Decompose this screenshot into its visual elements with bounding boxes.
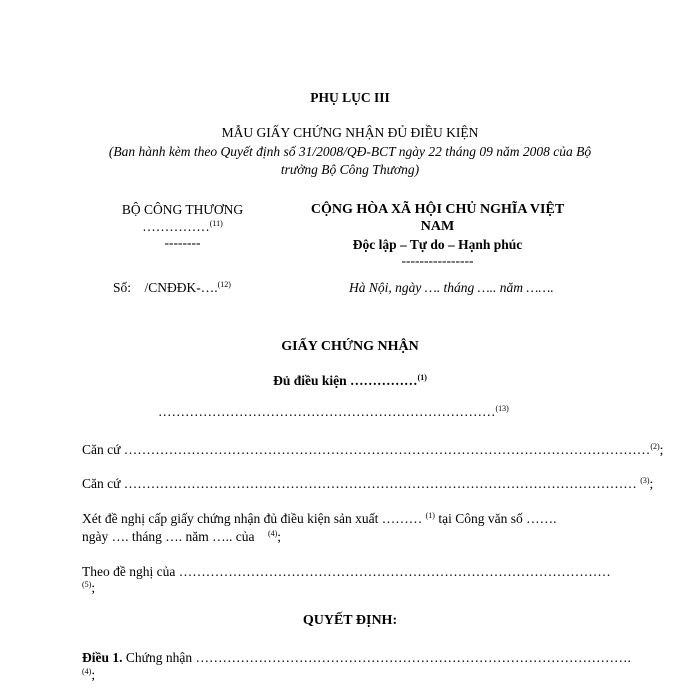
- request-text-2: ngày …. tháng …. năm ….. của: [82, 529, 255, 544]
- place-date: Hà Nội, ngày …. tháng ….. năm …….: [349, 280, 554, 295]
- note-1b: (1): [425, 511, 435, 520]
- document-number: [113, 280, 231, 296]
- appendix-title: PHỤ LỤC III: [310, 90, 390, 105]
- department-dots: ……………: [142, 219, 210, 234]
- certificate-title: GIẤY CHỨNG NHẬN: [281, 339, 419, 354]
- decision-title: QUYẾT ĐỊNH:: [302, 613, 398, 628]
- decree-line-1: (Ban hành kèm theo Quyết định số 31/2008/QĐ-BCT ngày 22 tháng 09 năm 2008 của Bộ: [108, 144, 592, 159]
- note-4: (4): [267, 529, 278, 538]
- note-1: (1): [417, 373, 427, 382]
- basis-1-text: Căn cứ ………………………………………………………………………………………………………: [82, 442, 651, 457]
- appendix-subtitle: MẪU GIẤY CHỨNG NHẬN ĐỦ ĐIỀU KIỆN: [221, 125, 479, 140]
- motto: Độc lập – Tự do – Hạnh phúc: [352, 237, 523, 252]
- basis-2-text: Căn cứ ……………………………………………………………………………………………………: [82, 476, 637, 491]
- proposal-line-1: Theo đề nghị của ……………………………………………………………………………………: [82, 564, 611, 579]
- article-1-label: Điều 1.: [82, 650, 123, 665]
- article-1-end: ;: [91, 667, 96, 682]
- note-4b: (4): [82, 667, 92, 676]
- nation-line-1: CỘNG HÒA XÃ HỘI CHỦ NGHĨA VIỆT: [310, 202, 565, 217]
- nation-line-2: NAM: [420, 219, 455, 234]
- basis-2: [82, 476, 653, 492]
- request-text-1: Xét đề nghị cấp giấy chứng nhận đủ điều kiện sản xuất ………: [82, 511, 423, 526]
- detail-dots: …………………………………………………………………: [158, 404, 496, 419]
- condition-detail-line: [158, 404, 509, 420]
- request-line-1: [82, 511, 556, 527]
- note-12: (12): [217, 280, 231, 289]
- left-underline: --------: [164, 235, 201, 250]
- basis-2-end: ;: [649, 476, 654, 491]
- proposal-end: ;: [91, 580, 96, 595]
- article-1-text: Chứng nhận …………………………………………………………………………………….: [125, 650, 631, 665]
- note-13: (13): [495, 404, 509, 413]
- department-line: [90, 219, 275, 235]
- basis-1: [82, 442, 663, 458]
- request-text-1-end: tại Công văn số …….: [438, 511, 557, 526]
- request-text-2-end: ;: [277, 529, 282, 544]
- condition-label: Đủ điều kiện ……………: [273, 373, 418, 388]
- request-line-2: [82, 529, 281, 545]
- right-underline: ----------------: [401, 253, 474, 268]
- article-1-line-2: [82, 667, 95, 683]
- note-5: (5): [82, 580, 92, 589]
- decree-line-2: trưởng Bộ Công Thương): [280, 162, 420, 177]
- ministry-name: BỘ CÔNG THƯƠNG: [121, 202, 244, 217]
- basis-1-end: ;: [659, 442, 664, 457]
- number-value: /CNĐĐK-….: [144, 280, 218, 295]
- condition-line: [0, 373, 700, 389]
- proposal-line-2: [82, 580, 95, 596]
- number-label: Số:: [113, 280, 132, 295]
- note-2: (2): [650, 442, 660, 451]
- note-11: (11): [209, 219, 223, 228]
- note-3: (3): [640, 476, 650, 485]
- article-1-line: [82, 650, 631, 666]
